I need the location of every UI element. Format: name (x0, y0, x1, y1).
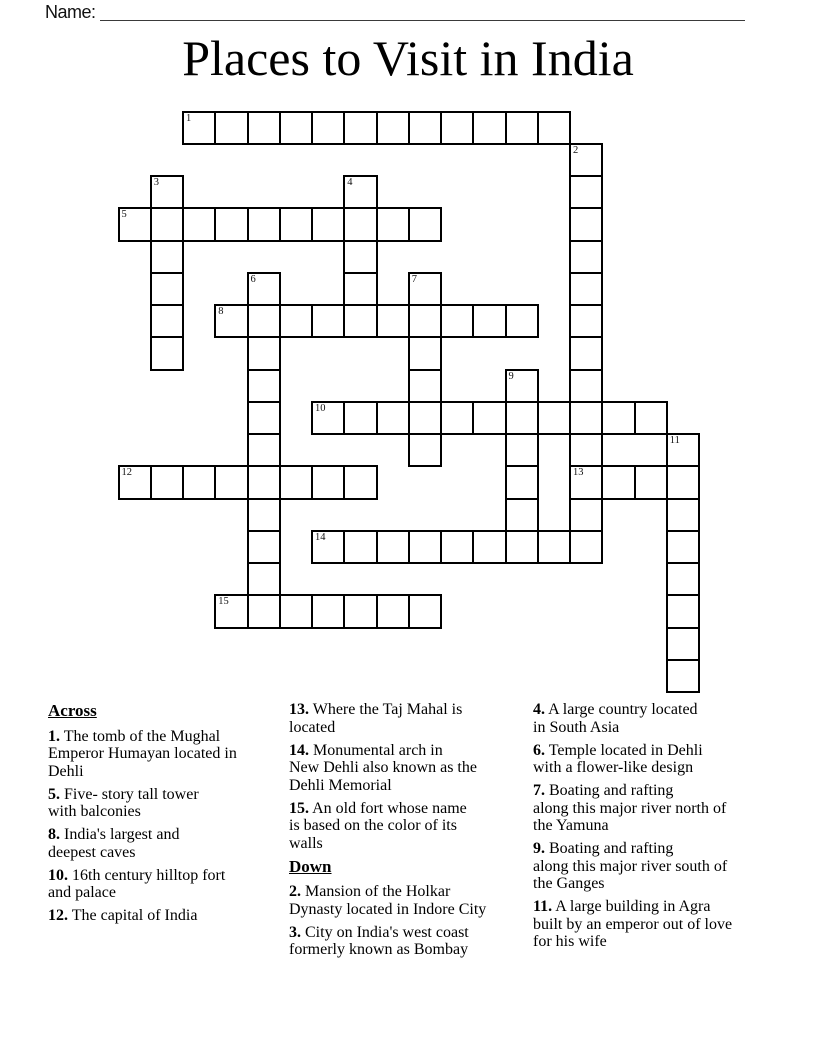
clue-number: 1. (48, 727, 60, 745)
clue-7: 7. Boating and rafting along this major river north of the Yamuna (533, 782, 727, 834)
grid-cell[interactable] (376, 304, 410, 338)
clue-section-header-down: Down (289, 856, 332, 876)
grid-cell[interactable] (601, 465, 635, 499)
grid-cell[interactable] (505, 304, 539, 338)
grid-cell[interactable] (343, 240, 377, 274)
cell-number: 9 (508, 370, 514, 382)
grid-cell[interactable] (311, 207, 345, 241)
grid-cell[interactable] (182, 465, 216, 499)
grid-cell[interactable] (214, 111, 248, 145)
page-title: Places to Visit in India (182, 30, 634, 86)
grid-cell[interactable] (311, 594, 345, 628)
grid-cell[interactable] (279, 304, 313, 338)
grid-cell[interactable] (569, 272, 603, 306)
grid-cell[interactable] (666, 659, 700, 693)
cell-number: 11 (669, 435, 680, 446)
clue-number: 10. (48, 866, 68, 884)
grid-cell[interactable] (279, 465, 313, 499)
clue-1: 1. The tomb of the Mughal Emperor Humayan located in Dehli (48, 727, 237, 780)
grid-cell[interactable] (440, 304, 474, 338)
clue-15: 15. An old fort whose name is based on the color of its walls (289, 799, 467, 852)
grid-cell[interactable] (182, 111, 216, 145)
grid-cell[interactable] (569, 207, 603, 241)
grid-cell[interactable] (150, 336, 184, 370)
grid-cell[interactable] (408, 111, 442, 145)
grid-cell[interactable] (505, 433, 539, 467)
cell-number: 6 (250, 273, 256, 285)
grid-cell[interactable] (279, 594, 313, 628)
grid-cell[interactable] (505, 530, 539, 564)
grid-cell[interactable] (376, 401, 410, 435)
grid-cell[interactable] (214, 304, 248, 338)
cell-number: 8 (218, 306, 224, 317)
clue-number: 12. (48, 907, 68, 924)
grid-cell[interactable] (343, 272, 377, 306)
grid-cell[interactable] (505, 465, 539, 499)
cell-number: 10 (315, 402, 326, 414)
grid-cell[interactable] (505, 111, 539, 145)
grid-cell[interactable] (472, 304, 506, 338)
grid-cell[interactable] (666, 498, 700, 532)
grid-cell[interactable] (569, 175, 603, 209)
grid-cell[interactable] (343, 111, 377, 145)
clue-number: 7. (533, 782, 545, 799)
grid-cell[interactable] (601, 401, 635, 435)
grid-cell[interactable] (311, 401, 345, 435)
grid-cell[interactable] (214, 594, 248, 628)
clue-number: 14. (289, 741, 309, 759)
clue-12: 12. The capital of India (48, 907, 198, 924)
grid-cell[interactable] (279, 207, 313, 241)
grid-cell[interactable] (182, 207, 216, 241)
grid-cell[interactable] (150, 465, 184, 499)
clue-number: 11. (533, 898, 553, 915)
grid-cell[interactable] (150, 175, 184, 209)
grid-cell[interactable] (408, 433, 442, 467)
grid-cell[interactable] (150, 207, 184, 241)
clue-13: 13. Where the Taj Mahal is located (289, 701, 463, 736)
grid-cell[interactable] (343, 207, 377, 241)
grid-cell[interactable] (118, 207, 152, 241)
grid-cell[interactable] (311, 530, 345, 564)
cell-number: 1 (186, 112, 192, 124)
grid-cell[interactable] (634, 465, 668, 499)
grid-cell[interactable] (505, 498, 539, 532)
grid-cell[interactable] (569, 401, 603, 435)
grid-cell[interactable] (440, 401, 474, 435)
clue-2: 2. Mansion of the Holkar Dynasty located in Indore City (289, 883, 487, 918)
grid-cell[interactable] (343, 465, 377, 499)
grid-cell[interactable] (472, 530, 506, 564)
clue-number: 13. (289, 701, 309, 718)
grid-cell[interactable] (343, 594, 377, 628)
grid-cell[interactable] (408, 530, 442, 564)
grid-cell[interactable] (376, 111, 410, 145)
grid-cell[interactable] (247, 272, 281, 306)
grid-cell[interactable] (666, 433, 700, 467)
grid-cell[interactable] (569, 433, 603, 467)
clue-number: 4. (533, 701, 545, 718)
grid-cell[interactable] (118, 465, 152, 499)
grid-cell[interactable] (569, 498, 603, 532)
grid-cell[interactable] (666, 465, 700, 499)
grid-cell[interactable] (247, 369, 281, 403)
cell-number: 4 (347, 177, 353, 188)
grid-cell[interactable] (150, 240, 184, 274)
grid-cell[interactable] (408, 336, 442, 370)
name-write-line (100, 2, 745, 21)
grid-cell[interactable] (472, 111, 506, 145)
clue-14: 14. Monumental arch in New Dehli also known as the Dehli Memorial (289, 741, 477, 794)
grid-cell[interactable] (472, 401, 506, 435)
grid-cell[interactable] (150, 272, 184, 306)
grid-cell[interactable] (311, 111, 345, 145)
grid-cell[interactable] (343, 175, 377, 209)
grid-cell[interactable] (408, 401, 442, 435)
clue-5: 5. Five- story tall tower with balconies (48, 785, 199, 820)
cell-number: 7 (411, 273, 417, 285)
grid-cell[interactable] (247, 304, 281, 338)
grid-cell[interactable] (537, 530, 571, 564)
grid-cell[interactable] (247, 498, 281, 532)
grid-cell[interactable] (634, 401, 668, 435)
clue-column-left (48, 701, 286, 930)
grid-cell[interactable] (376, 594, 410, 628)
cell-number: 14 (315, 531, 326, 543)
grid-cell[interactable] (569, 465, 603, 499)
grid-cell[interactable] (505, 401, 539, 435)
grid-cell[interactable] (408, 594, 442, 628)
cell-number: 2 (573, 144, 579, 156)
grid-cell[interactable] (150, 304, 184, 338)
grid-cell[interactable] (569, 530, 603, 564)
grid-cell[interactable] (376, 530, 410, 564)
grid-cell[interactable] (247, 530, 281, 564)
grid-cell[interactable] (247, 465, 281, 499)
clue-6: 6. Temple located in Dehli with a flower-like design (533, 741, 703, 776)
grid-cell[interactable] (569, 369, 603, 403)
cell-number: 3 (153, 177, 159, 188)
grid-cell[interactable] (408, 272, 442, 306)
clue-column-middle (289, 701, 529, 964)
grid-cell[interactable] (247, 433, 281, 467)
grid-cell[interactable] (343, 304, 377, 338)
grid-cell[interactable] (247, 401, 281, 435)
grid-cell[interactable] (440, 530, 474, 564)
grid-cell[interactable] (537, 111, 571, 145)
clue-number: 3. (289, 923, 301, 941)
grid-cell[interactable] (666, 627, 700, 661)
grid-cell[interactable] (666, 562, 700, 596)
clue-4: 4. A large country located in South Asia (533, 701, 698, 736)
grid-cell[interactable] (311, 304, 345, 338)
grid-cell[interactable] (408, 369, 442, 403)
grid-cell[interactable] (537, 401, 571, 435)
cell-number: 12 (121, 467, 132, 479)
grid-cell[interactable] (214, 207, 248, 241)
grid-cell[interactable] (408, 304, 442, 338)
clue-number: 8. (48, 826, 60, 843)
name-row (45, 2, 96, 23)
grid-cell[interactable] (247, 336, 281, 370)
cell-number: 13 (573, 467, 584, 479)
clue-3: 3. City on India's west coast formerly known as Bombay (289, 923, 469, 958)
clue-number: 6. (533, 741, 545, 759)
grid-cell[interactable] (247, 562, 281, 596)
clue-number: 15. (289, 799, 309, 817)
clue-number: 2. (289, 883, 301, 900)
cell-number: 15 (218, 596, 229, 608)
grid-cell[interactable] (440, 111, 474, 145)
grid-cell[interactable] (408, 207, 442, 241)
clue-10: 10. 16th century hilltop fort and palace (48, 866, 226, 901)
grid-cell[interactable] (311, 465, 345, 499)
grid-cell[interactable] (279, 111, 313, 145)
clue-number: 5. (48, 785, 60, 803)
grid-cell[interactable] (214, 465, 248, 499)
clue-section-header-across: Across (48, 701, 97, 720)
grid-cell[interactable] (505, 369, 539, 403)
grid-cell[interactable] (343, 530, 377, 564)
grid-cell[interactable] (666, 530, 700, 564)
grid-cell[interactable] (569, 143, 603, 177)
grid-cell[interactable] (376, 207, 410, 241)
grid-cell[interactable] (247, 111, 281, 145)
grid-cell[interactable] (247, 207, 281, 241)
grid-cell[interactable] (569, 240, 603, 274)
clue-number: 9. (533, 840, 545, 857)
grid-cell[interactable] (569, 336, 603, 370)
cell-number: 5 (121, 209, 127, 221)
clue-9: 9. Boating and rafting along this major river south of the Ganges (533, 840, 728, 892)
name-label: Name: (45, 2, 96, 22)
clue-8: 8. India's largest and deepest caves (48, 826, 180, 861)
grid-cell[interactable] (343, 401, 377, 435)
clue-column-right (533, 701, 788, 956)
grid-cell[interactable] (666, 594, 700, 628)
grid-cell[interactable] (247, 594, 281, 628)
clue-11: 11. A large building in Agra built by an emperor out of love for his wife (533, 898, 733, 950)
grid-cell[interactable] (569, 304, 603, 338)
